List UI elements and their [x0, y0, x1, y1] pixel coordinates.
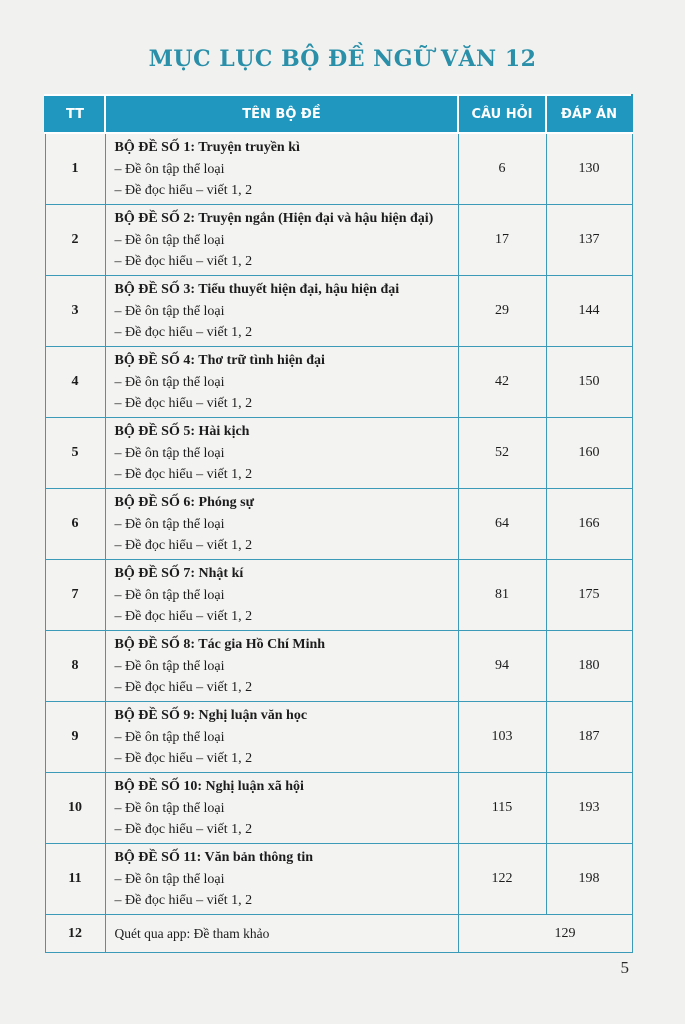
table-row: [45, 205, 632, 276]
page-title: MỤC LỤC BỘ ĐỀ NGỮ VĂN 12: [148, 46, 537, 72]
row-sub-review: – Đề ôn tập thể loại: [114, 588, 225, 603]
row-answers-page: 193: [546, 773, 632, 844]
row-answers-page: 180: [546, 631, 632, 702]
row-sub-reading: – Đề đọc hiểu – viết 1, 2: [114, 467, 253, 482]
row-sub-reading: – Đề đọc hiểu – viết 1, 2: [114, 680, 253, 695]
row-questions-page: 115: [458, 773, 546, 844]
table-row: [45, 276, 632, 347]
row-tt: 5: [45, 418, 105, 489]
row-answers-page: 144: [546, 276, 632, 347]
row-tt: 12: [45, 915, 105, 953]
row-name: BỘ ĐỀ SỐ 10: Nghị luận xã hội: [114, 779, 304, 794]
row-sub-reading: – Đề đọc hiểu – viết 1, 2: [114, 396, 253, 411]
table-row: [45, 702, 632, 773]
row-sub-review: – Đề ôn tập thể loại: [114, 801, 225, 816]
row-title-cell: [105, 773, 458, 844]
row-sub-review: – Đề ôn tập thể loại: [114, 446, 225, 461]
row-answers-page: 187: [546, 702, 632, 773]
header-tt: TT: [45, 95, 105, 133]
row-tt: 4: [45, 347, 105, 418]
row-tt: 7: [45, 560, 105, 631]
table-row-last: [45, 915, 632, 953]
table-row: [45, 844, 632, 915]
row-name: BỘ ĐỀ SỐ 2: Truyện ngắn (Hiện đại và hậu hiện đại): [114, 211, 434, 226]
row-answers-page: 160: [546, 418, 632, 489]
row-answers-page: 198: [546, 844, 632, 915]
row-questions-page: 29: [458, 276, 546, 347]
table-row: [45, 418, 632, 489]
row-title-cell: [105, 702, 458, 773]
row-tt: 1: [45, 133, 105, 205]
row-questions-page: 52: [458, 418, 546, 489]
row-sub-reading: – Đề đọc hiểu – viết 1, 2: [114, 254, 253, 269]
row-answers-page: 130: [546, 133, 632, 205]
row-sub-reading: – Đề đọc hiểu – viết 1, 2: [114, 325, 253, 340]
table-row: [45, 631, 632, 702]
row-name: BỘ ĐỀ SỐ 5: Hài kịch: [114, 424, 250, 439]
row-questions-page: 42: [458, 347, 546, 418]
row-questions-page: 103: [458, 702, 546, 773]
row-answers-page: 166: [546, 489, 632, 560]
row-questions-page: 81: [458, 560, 546, 631]
row-title-cell: [105, 276, 458, 347]
row-questions-page: 94: [458, 631, 546, 702]
row-name: BỘ ĐỀ SỐ 8: Tác gia Hồ Chí Minh: [114, 637, 326, 652]
row-title-cell: [105, 844, 458, 915]
row-title-cell: [105, 205, 458, 276]
row-title-cell: [105, 347, 458, 418]
row-name: BỘ ĐỀ SỐ 7: Nhật kí: [114, 566, 244, 581]
row-sub-review: – Đề ôn tập thể loại: [114, 659, 225, 674]
row-title-cell: [105, 489, 458, 560]
row-sub-reading: – Đề đọc hiểu – viết 1, 2: [114, 609, 253, 624]
row-questions-page: 17: [458, 205, 546, 276]
table-row: [45, 489, 632, 560]
row-name: BỘ ĐỀ SỐ 1: Truyện truyền kì: [114, 140, 300, 155]
row-tt: 3: [45, 276, 105, 347]
row-sub-reading: – Đề đọc hiểu – viết 1, 2: [114, 822, 253, 837]
table-row: [45, 347, 632, 418]
header-questions: CÂU HỎI: [458, 95, 546, 133]
row-sub-reading: – Đề đọc hiểu – viết 1, 2: [114, 183, 253, 198]
row-sub-review: – Đề ôn tập thể loại: [114, 872, 225, 887]
row-questions-page: 122: [458, 844, 546, 915]
row-name: BỘ ĐỀ SỐ 6: Phóng sự: [114, 495, 254, 510]
row-tt: 11: [45, 844, 105, 915]
row-name: BỘ ĐỀ SỐ 9: Nghị luận văn học: [114, 708, 308, 723]
row-title-cell: [105, 418, 458, 489]
header-name: TÊN BỘ ĐỀ: [105, 95, 458, 133]
row-name: BỘ ĐỀ SỐ 11: Văn bản thông tin: [114, 850, 314, 865]
row-answers-page: 137: [546, 205, 632, 276]
row-sub-reading: – Đề đọc hiểu – viết 1, 2: [114, 751, 253, 766]
row-sub-review: – Đề ôn tập thể loại: [114, 730, 225, 745]
table-row: [45, 560, 632, 631]
row-title-cell: [105, 631, 458, 702]
row-sub-review: – Đề ôn tập thể loại: [114, 162, 225, 177]
table-header-row: [45, 95, 632, 133]
row-title-cell: [105, 560, 458, 631]
row-answers-page: 150: [546, 347, 632, 418]
row-answers-page: 175: [546, 560, 632, 631]
row-name: BỘ ĐỀ SỐ 4: Thơ trữ tình hiện đại: [114, 353, 325, 368]
row-name: Quét qua app: Đề tham khảo: [105, 915, 458, 953]
toc-table: [44, 94, 633, 953]
row-sub-review: – Đề ôn tập thể loại: [114, 304, 225, 319]
row-sub-reading: – Đề đọc hiểu – viết 1, 2: [114, 538, 253, 553]
row-tt: 6: [45, 489, 105, 560]
row-title-cell: [105, 133, 458, 205]
table-row: [45, 133, 632, 205]
row-name: BỘ ĐỀ SỐ 3: Tiểu thuyết hiện đại, hậu hiện đại: [114, 282, 400, 297]
header-answers: ĐÁP ÁN: [546, 95, 632, 133]
page-number: 5: [620, 958, 629, 977]
row-questions-page: 64: [458, 489, 546, 560]
row-sub-review: – Đề ôn tập thể loại: [114, 517, 225, 532]
row-sub-reading: – Đề đọc hiểu – viết 1, 2: [114, 893, 253, 908]
row-tt: 10: [45, 773, 105, 844]
row-tt: 9: [45, 702, 105, 773]
row-tt: 8: [45, 631, 105, 702]
row-tt: 2: [45, 205, 105, 276]
row-page: 129: [458, 915, 632, 953]
row-sub-review: – Đề ôn tập thể loại: [114, 233, 225, 248]
table-row: [45, 773, 632, 844]
row-sub-review: – Đề ôn tập thể loại: [114, 375, 225, 390]
row-questions-page: 6: [458, 133, 546, 205]
